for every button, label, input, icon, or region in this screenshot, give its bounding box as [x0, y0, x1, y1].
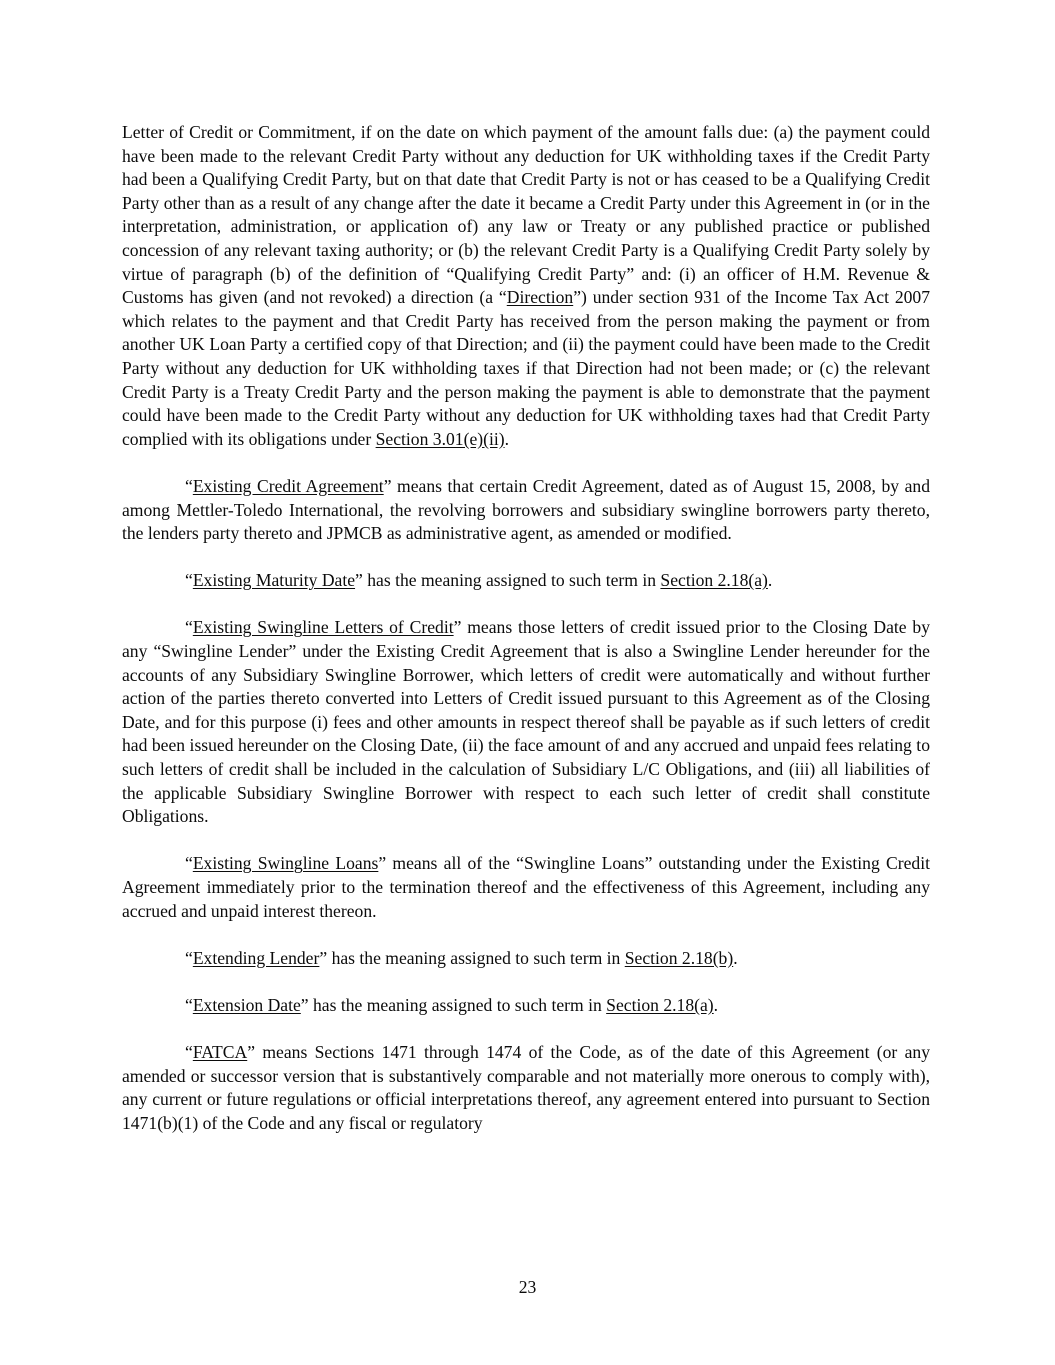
underlined-term: Existing Swingline Letters of Credit — [192, 617, 454, 638]
text-segment: ” means that certain Credit Agreement, dated as of August 15, 2008, by and among Mettler-Toledo International, the revolving borrowers and subsidiary swingline borrowers party thereto, the lenders party thereto and JPMCB as administrative agent, as amended or modified. — [122, 475, 930, 544]
text-segment: . — [767, 570, 773, 591]
underlined-term: Section 2.18(a) — [660, 570, 768, 591]
text-segment: . — [733, 947, 738, 968]
text-segment: ” means all of the “Swingline Loans” outstanding under the Existing Credit Agreement immediately prior to the termination thereof and the effectiveness of this Agreement, including any accrued and unpaid interest thereon. — [122, 853, 930, 921]
paragraph — [122, 994, 930, 1018]
text-segment: . — [504, 428, 510, 449]
underlined-term: Existing Credit Agreement — [192, 475, 384, 496]
text-segment: ” has the meaning assigned to such term in — [355, 570, 661, 591]
page-footer — [0, 1276, 1055, 1300]
text-segment: “ — [185, 853, 193, 874]
paragraph — [122, 121, 930, 451]
paragraph — [122, 475, 930, 546]
text-segment: ” means those letters of credit issued prior to the Closing Date by any “Swingline Lender” under the Existing Credit Agreement that is also a Swingline Lender hereunder for the accounts of any Subsidiary Swingline Borrower, which letters of credit were automatically and without further action of the parties thereto converted into Letters of Credit issued pursuant to this Agreement as of the Closing Date, and for this purpose (i) fees and other amounts in respect thereof shall be payable as if such letters of credit had been issued hereunder on the Closing Date, (ii) the face amount of and any accrued and unpaid fees relating to such letters of credit shall be included in the calculation of Subsidiary L/C Obligations, and (iii) all liabilities of the applicable Subsidiary Swingline Borrower with respect to each such letter of credit shall constitute Obligations. — [122, 617, 930, 827]
underlined-term: Extending Lender — [192, 947, 320, 968]
text-segment: ” means Sections 1471 through 1474 of the Code, as of the date of this Agreement (or any amended or successor version that is substantively comparable and not materially more onerous to comply with), any current or future regulations or official interpretations thereof, any agreement entered into pursuant to Section 1471(b)(1) of the Code and any fiscal or regulatory — [122, 1042, 930, 1133]
text-segment: “ — [185, 617, 193, 638]
underlined-term: Existing Swingline Loans — [192, 853, 379, 874]
text-segment: ” has the meaning assigned to such term in — [300, 994, 607, 1015]
underlined-term: Section 2.18(b) — [624, 947, 734, 968]
document-body — [122, 121, 930, 1136]
underlined-term: Section 2.18(a) — [606, 994, 714, 1015]
paragraph — [122, 852, 930, 923]
text-segment: ” has the meaning assigned to such term in — [319, 947, 625, 968]
page-number: 23 — [518, 1277, 537, 1297]
text-segment: Letter of Credit or Commitment, if on the date on which payment of the amount falls due: (a) the payment could have been made to the relevant Credit Party without any deduction for UK withholding taxes if the Credit Party had been a Qualifying Credit Party, but on that date that Credit Party is not or has ceased to be a Qualifying Credit Party other than as a result of any change after the date it became a Credit Party under this Agreement in (or in the interpretation, administration, or application of) any law or Treaty or any published practice or published concession of any relevant taxing authority; or (b) the relevant Credit Party is a Qualifying Credit Party solely by virtue of paragraph (b) of the definition of “Qualifying Credit Party” and: (i) an officer of H.M. Revenue & Customs has given (and not revoked) a direction (a “ — [122, 122, 930, 308]
text-segment: “ — [185, 475, 193, 496]
underlined-term: Direction — [506, 287, 574, 308]
paragraph — [122, 1041, 930, 1135]
text-segment: ”) under section 931 of the Income Tax Act 2007 which relates to the payment and that Credit Party has received from the person making the payment or from another UK Loan Party a certified copy of that Direction; and (ii) the payment could have been made to the Credit Party without any deduction for UK withholding taxes if that Direction had not been made; or (c) the relevant Credit Party is a Treaty Credit Party and the person making the payment is able to demonstrate that the payment could have been made to the Credit Party without any deduction for UK withholding taxes had that Credit Party complied with its obligations under — [122, 287, 931, 449]
text-segment: . — [713, 994, 719, 1015]
text-segment: “ — [185, 947, 193, 968]
underlined-term: Existing Maturity Date — [192, 570, 356, 591]
underlined-term: FATCA — [192, 1042, 248, 1063]
paragraph — [122, 616, 930, 828]
underlined-term: Extension Date — [192, 994, 301, 1015]
paragraph — [122, 569, 930, 593]
underlined-term: Section 3.01(e)(ii) — [375, 428, 505, 449]
text-segment: “ — [185, 1042, 193, 1063]
text-segment: “ — [185, 570, 193, 591]
text-segment: “ — [185, 994, 193, 1015]
paragraph — [122, 947, 930, 971]
